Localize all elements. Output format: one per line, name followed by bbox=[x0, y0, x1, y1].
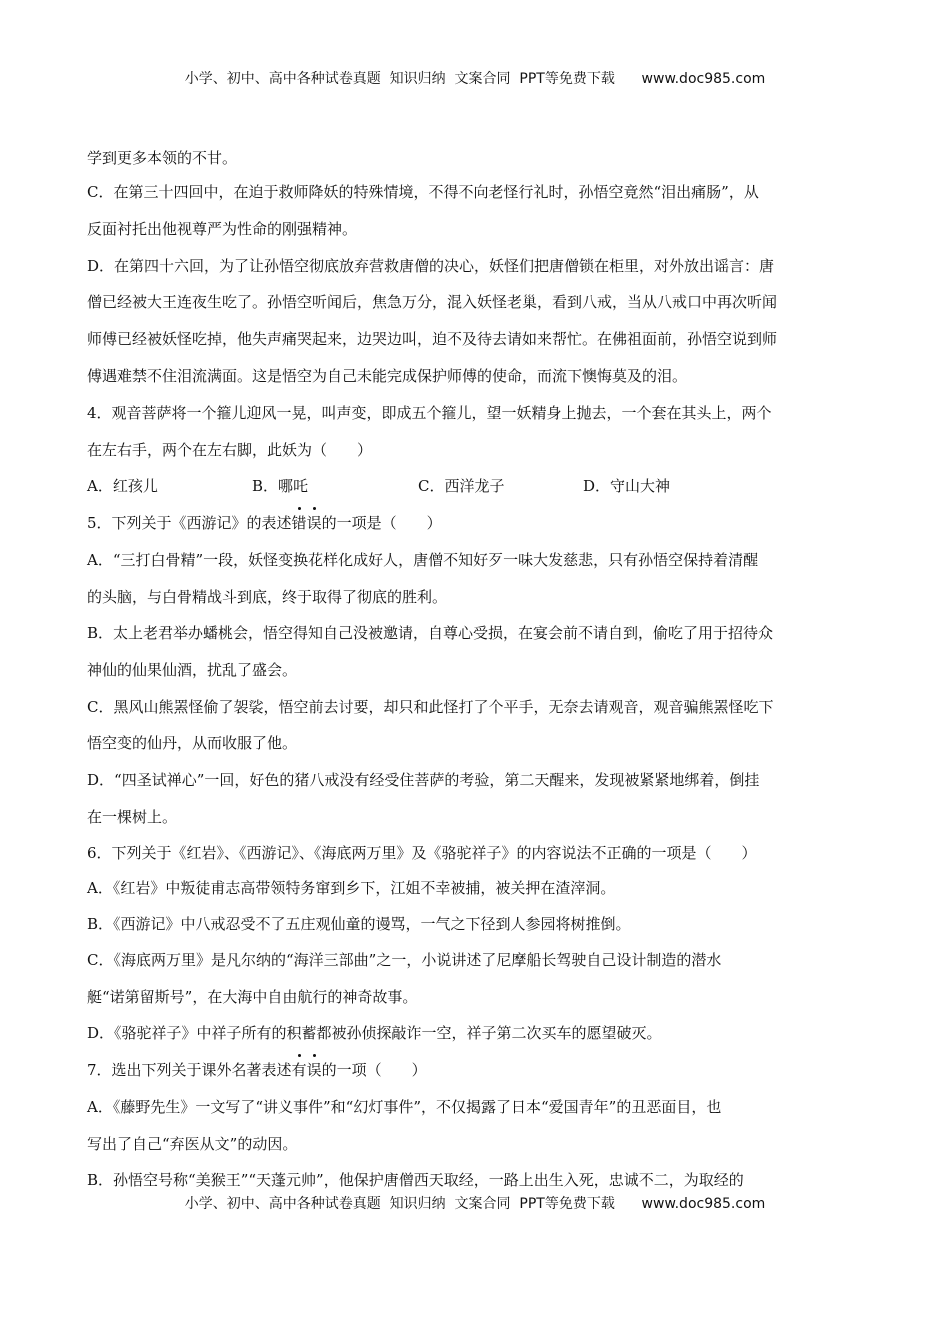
q5-option-d-line-2: 在一棵树上。 bbox=[87, 808, 178, 826]
q4-option-a: A．红孩儿 bbox=[87, 477, 158, 495]
q6-option-c-line-1: C．《海底两万里》是凡尔纳的“海洋三部曲”之一，小说讲述了尼摩船长驾驶自己设计制造的潜水 bbox=[87, 951, 722, 969]
q5-emphasis-2: 误 bbox=[306, 514, 322, 532]
q7-stem-post: 的一项（ ） bbox=[321, 1061, 427, 1079]
question-4-line-2: 在左右手，两个在左右脚，此妖为（ ） bbox=[87, 441, 373, 459]
q5-option-c-line-1: C．黑风山熊罴怪偷了袈裟，悟空前去讨要，却只和此怪打了个平手，无奈去请观音，观音骗熊罴怪吃下 bbox=[87, 698, 774, 716]
q5-option-a-line-2: 的头脑，与白骨精战斗到底，终于取得了彻底的胜利。 bbox=[87, 588, 448, 606]
q7-stem-pre: 7．选出下列关于课外名著表述 bbox=[87, 1061, 292, 1079]
question-6-stem: 6．下列关于《红岩》、《西游记》、《海底两万里》及《骆驼祥子》的内容说法不正确的一项是（ ） bbox=[87, 844, 757, 862]
option-c-line-2: 反面衬托出他视尊严为性命的刚强精神。 bbox=[87, 220, 358, 238]
q5-emphasis-1: 错 bbox=[291, 514, 307, 532]
q5-option-c-line-2: 悟空变的仙丹，从而收服了他。 bbox=[87, 734, 298, 752]
question-7-stem bbox=[87, 1060, 427, 1080]
q4-option-b: B．哪吒 bbox=[252, 477, 309, 495]
option-d-line-1: D．在第四十六回，为了让孙悟空彻底放弃营救唐僧的决心，妖怪们把唐僧锁在柜里，对外放出谣言：唐 bbox=[87, 257, 775, 275]
text-line: 学到更多本领的不甘。 bbox=[87, 149, 238, 167]
q7-option-b-line-1: B．孙悟空号称“美猴王”“天蓬元帅”，他保护唐僧西天取经，一路上出生入死，忠诚不二，为取经的 bbox=[87, 1171, 744, 1189]
page-footer: 小学、初中、高中各种试卷真题 知识归纳 文案合同 PPT等免费下载 www.doc985.com bbox=[184, 1196, 766, 1212]
q5-stem-post: 的一项是（ ） bbox=[321, 514, 442, 532]
q5-stem-pre: 5．下列关于《西游记》的表述 bbox=[87, 514, 292, 532]
q6-option-c-line-2: 艇“诺第留斯号”，在大海中自由航行的神奇故事。 bbox=[87, 988, 418, 1006]
option-d-line-3: 师傅已经被妖怪吃掉，他失声痛哭起来，边哭边叫，迫不及待去请如来帮忙。在佛祖面前，孙悟空说到师 bbox=[87, 330, 778, 348]
page-header: 小学、初中、高中各种试卷真题 知识归纳 文案合同 PPT等免费下载 www.doc985.com bbox=[184, 71, 766, 87]
option-d-line-2: 僧已经被大王连夜生吃了。孙悟空听闻后，焦急万分，混入妖怪老巢，看到八戒，当从八戒口中再次听闻 bbox=[87, 293, 778, 311]
q6-option-b: B．《西游记》中八戒忍受不了五庄观仙童的谩骂，一气之下径到人参园将树推倒。 bbox=[87, 915, 631, 933]
question-5-stem bbox=[87, 513, 442, 533]
question-4-line-1: 4．观音菩萨将一个箍儿迎风一晃，叫声变，即成五个箍儿，望一妖精身上抛去，一个套在其头上，两个 bbox=[87, 404, 772, 422]
q6-option-d: D．《骆驼祥子》中祥子所有的积蓄都被孙侦探敲诈一空，祥子第二次买车的愿望破灭。 bbox=[87, 1024, 662, 1042]
q5-option-d-line-1: D．“四圣试禅心”一回，好色的猪八戒没有经受住菩萨的考验，第二天醒来，发现被紧紧地绑着，倒挂 bbox=[87, 771, 760, 789]
q5-option-b-line-2: 神仙的仙果仙酒，扰乱了盛会。 bbox=[87, 661, 298, 679]
q7-option-a-line-1: A．《藤野先生》一文写了“讲义事件”和“幻灯事件”，不仅揭露了日本“爱国青年”的丑恶面目，也 bbox=[87, 1098, 722, 1116]
q7-emphasis-2: 误 bbox=[306, 1061, 322, 1079]
option-c-line-1: C．在第三十四回中，在迫于救师降妖的特殊情境，不得不向老怪行礼时，孙悟空竟然“泪出痛肠”，从 bbox=[87, 183, 759, 201]
q7-option-a-line-2: 写出了自己“弃医从文”的动因。 bbox=[87, 1135, 298, 1153]
q6-option-a: A．《红岩》中叛徒甫志高带领特务窜到乡下，江姐不幸被捕，被关押在渣滓洞。 bbox=[87, 879, 616, 897]
q4-option-d: D．守山大神 bbox=[583, 477, 671, 495]
q5-option-a-line-1: A．“三打白骨精”一段，妖怪变换花样化成好人，唐僧不知好歹一味大发慈悲，只有孙悟空保持着清醒 bbox=[87, 551, 759, 569]
option-d-line-4: 傅遇难禁不住泪流满面。这是悟空为自己未能完成保护师傅的使命，而流下懊悔莫及的泪。 bbox=[87, 367, 688, 385]
q4-option-c: C．西洋龙子 bbox=[418, 477, 505, 495]
q5-option-b-line-1: B．太上老君举办蟠桃会，悟空得知自己没被邀请，自尊心受损，在宴会前不请自到，偷吃了用于招待众 bbox=[87, 624, 774, 642]
q7-emphasis-1: 有 bbox=[291, 1061, 307, 1079]
